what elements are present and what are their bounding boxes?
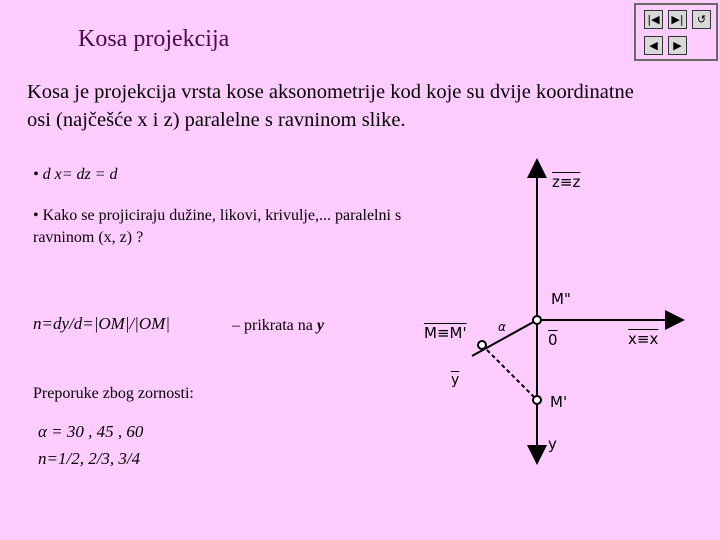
origin-label: 0 — [548, 331, 558, 349]
intro-text: Kosa je projekcija vrsta kose aksonometrije kod koje su dvije koordinatne osi (najčešće x i z) paralelne s ravninom slike. — [27, 81, 634, 131]
formula-note-var: y — [316, 317, 324, 334]
m-label: M≡M' — [424, 324, 467, 342]
formula-note-text: – prikrata na — [232, 317, 313, 334]
previous-icon[interactable]: ◀ — [644, 36, 663, 55]
m2-label: M" — [551, 290, 571, 308]
projection-dashed — [482, 345, 537, 400]
z-label: z≡z — [552, 173, 581, 191]
n-values: n=1/2, 2/3, 3/4 — [38, 449, 141, 468]
first-slide-icon[interactable]: |◀ — [644, 10, 663, 29]
point-m — [478, 341, 486, 349]
bullet-equal-lengths: • d x= dz = d — [33, 166, 118, 183]
point-m1 — [533, 396, 541, 404]
m1-label: M' — [550, 393, 568, 411]
point-origin — [533, 316, 541, 324]
bullet-question: • Kako se projiciraju dužine, likovi, krivulje,... paralelni s ravninom (x, z) ? — [33, 207, 402, 246]
y-bar-label: $\overline{y}$ — [451, 372, 460, 388]
alpha-values: α = 30 , 45 , 60 — [38, 422, 144, 441]
play-icon[interactable]: ▶| — [668, 10, 687, 29]
page-title: Kosa projekcija — [78, 26, 230, 52]
next-icon[interactable]: ▶ — [668, 36, 687, 55]
x-label: x≡x — [628, 330, 659, 348]
return-icon[interactable]: ↺ — [692, 10, 711, 29]
alpha-label: α — [498, 320, 506, 334]
recommendations-heading: Preporuke zbog zornosti: — [33, 385, 194, 402]
y-label: y — [548, 435, 557, 453]
navigation-panel — [634, 3, 718, 61]
formula-n: n=dy/d=|OM|/|OM| — [33, 314, 171, 333]
